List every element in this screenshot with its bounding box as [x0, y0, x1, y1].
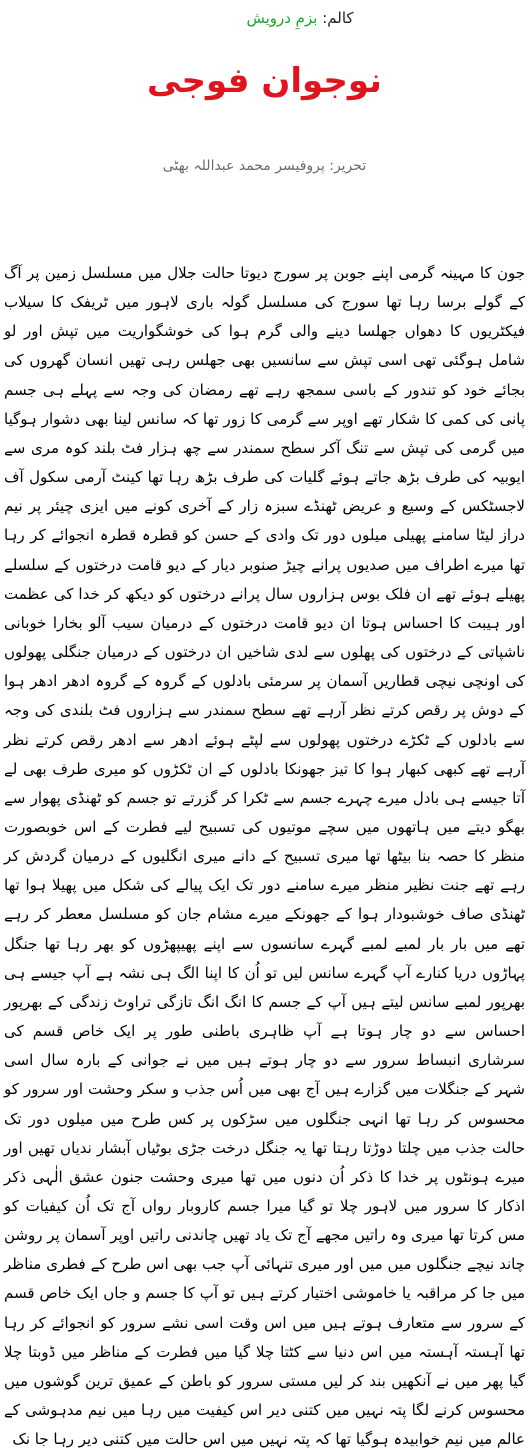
column-name: بزمِ درویش — [246, 9, 318, 27]
column-label-prefix: کالم: — [322, 9, 354, 27]
article-headline: نوجوان فوجی — [147, 61, 382, 101]
author-byline: تحریر: پروفیسر محمد عبداللہ بھٹی — [162, 158, 367, 174]
article-body: جون کا مہینہ گرمی اپنے جوبن پر سورج دیوتا حالت جلال میں مسلسل زمین پر آگ کے گولے برسا رہا تھا سورج کی مسلسل گولہ باری لاہور میں ٹریفک کا سیلاب فیکٹریوں کا دھواں جھلسا دینے والی گرم ہوا کی خوشگواریت میں تپش اور لو شامل ہوگئی تھی اسی تپش سے سانسیں بھی جھلس رہی تھیں انسان گھروں کی بجائے خود کو تندور کے باسی سمجھ رہے تھے رمضان کی وجہ سے پہلے ہی جسم پانی کی کمی کا شکار تھے اوپر سے گرمی کا زور تھا کہ سانس لینا بھی دشوار ہوگیا میں گرمی کی تپش سے تنگ آکر سطح سمندر سے چھ ہزار فٹ بلند کوہ مری سے ایوبیہ کی طرف بڑھ جاتے ہوئے گلیات کی طرف بڑھ رہا تھا کینٹ آرمی سکول آف لاجسٹکس کے وسیع و عریض ٹھنڈے سبزہ زار کے آخری کونے میں ایزی چیئر پر نیم دراز لیٹا سامنے پھیلی میلوں دور تک وادی کے حسن کو قطرہ قطرہ انجوائے کر رہا تھا میرے اطراف میں صدیوں پرانے چیڑ صنوبر دیار کے دیو قامت درختوں کے سلسلے پھیلے ہوئے تھے ان فلک بوس ہزاروں سال پرانے درختوں کو دیکھ کر خدا کی عظمت اور ہیبت کا احساس ہوتا ان دیو قامت درختوں کے درمیان سیب آلو بخارا خوبانی ناشپاتی کے درختوں کی پھلوں سے لدی شاخیں ان درختوں کے درمیان جنگلی پھولوں کی اونچی نیچی قطاریں آسمان پر سرمئی بادلوں کے گروہ کے گروہ ادھر ادھر ہوا کے دوش پر رقص کرتے نظر آرہے تھے سطح سمندر سے ہزاروں فٹ بلندی کی وجہ سے بادلوں کے ٹکڑے درختوں پھولوں سے لپٹے ہوئے ادھر سے ادھر رقص کرتے نظر آرہے تھے کبھی کبھار ہوا کا تیز جھونکا بادلوں کے ان ٹکڑوں کو میری طرف بھی لے آتا جیسے ہی بادل میرے چہرے جسم سے ٹکرا کر گزرتے تو جسم کو ٹھنڈی پھوار سے بھگو دیتے میں ہاتھوں میں سچے موتیوں کی تسبیح لیے فطرت کے اس خوبصورت منظر کا حصہ بنا بیٹھا تھا میری تسبیح کے دانے میری انگلیوں کے درمیان گردش کر رہے تھے جنت نظیر منظر میرے سامنے دور تک ایک پیالے کی شکل میں پھیلا ہوا تھا ٹھنڈی صاف خوشبودار ہوا کے جھونکے میرے مشام جان کو مسلسل معطر کر رہے تھے میں بار بار لمبے لمبے گہرے سانسوں سے اپنے پھیپھڑوں کو بھر رہا تھا جنگل پہاڑوں دریا کنارے آپ گہرے سانس لیں تو اُن کا اپنا الگ ہی نشہ ہے آپ جیسے ہی بھرپور لمبے سانس لیتے ہیں آپ کے جسم کا انگ انگ تازگی تراوٹ زندگی کے بھرپور احساس سے دو چار ہوتا ہے آپ ظاہری باطنی طور پر ایک خاص قسم کی سرشاری انبساط سرور سے دو چار ہوتے ہیں میں نے جوانی کے بارہ سال اسی شہر کے جنگلات میں گزارے ہیں آج بھی میں اُس جذب و سکر وحشت اور سرور کو محسوس کر رہا تھا انہی جنگلوں میں سڑکوں پر کس طرح میں میلوں دور تک حالت جذب میں چلتا دوڑتا رہتا تھا یہ جنگل درخت جڑی بوٹیاں آبشار ندیاں تھیں اور میرے ہونٹوں پر خدا کا ذکر اُن دنوں میں تھا میری وحشت جنون عشق الٰہی ذکر اذکار کا سرور میں لاہور چلا تو گیا میرا جسم کاروبار رواں آج تک اُن کیفیات کو مس کرتا تھا میری وہ راتیں مجھے آج تک یاد تھیں چاندنی راتیں اوپر آسمان پر روشن چاند نیچے جنگلوں میں میں اور میری تنہائی آپ جب بھی اس طرح کے فطری مناظر میں جا کر مراقبہ یا خاموشی اختیار کرتے ہیں تو آپ کا جسم و جاں ایک خاص قسم کے سرور سے متعارف ہوتے ہیں میں اس وقت اسی نشے سرور کو انجوائے کر رہا تھا آہستہ آہستہ میں اس دنیا سے کٹتا چلا گیا میں فطرت کے مناظر میں ڈوبتا چلا گیا پھر میں نے آنکھیں بند کر لیں مستی سرور کو باطن کے عمیق ترین گوشوں میں محسوس کرنے لگا پتہ نہیں میں کتنی دیر اس کیفیت میں رہا میں نیم مدہوشی کے عالم میں نیم خوابیدہ ہوگیا تھا کہ پتہ نہیں میں اس حالت میں کتنی دیر رہا جا نک — [4, 264, 525, 1449]
column-label — [200, 8, 400, 28]
